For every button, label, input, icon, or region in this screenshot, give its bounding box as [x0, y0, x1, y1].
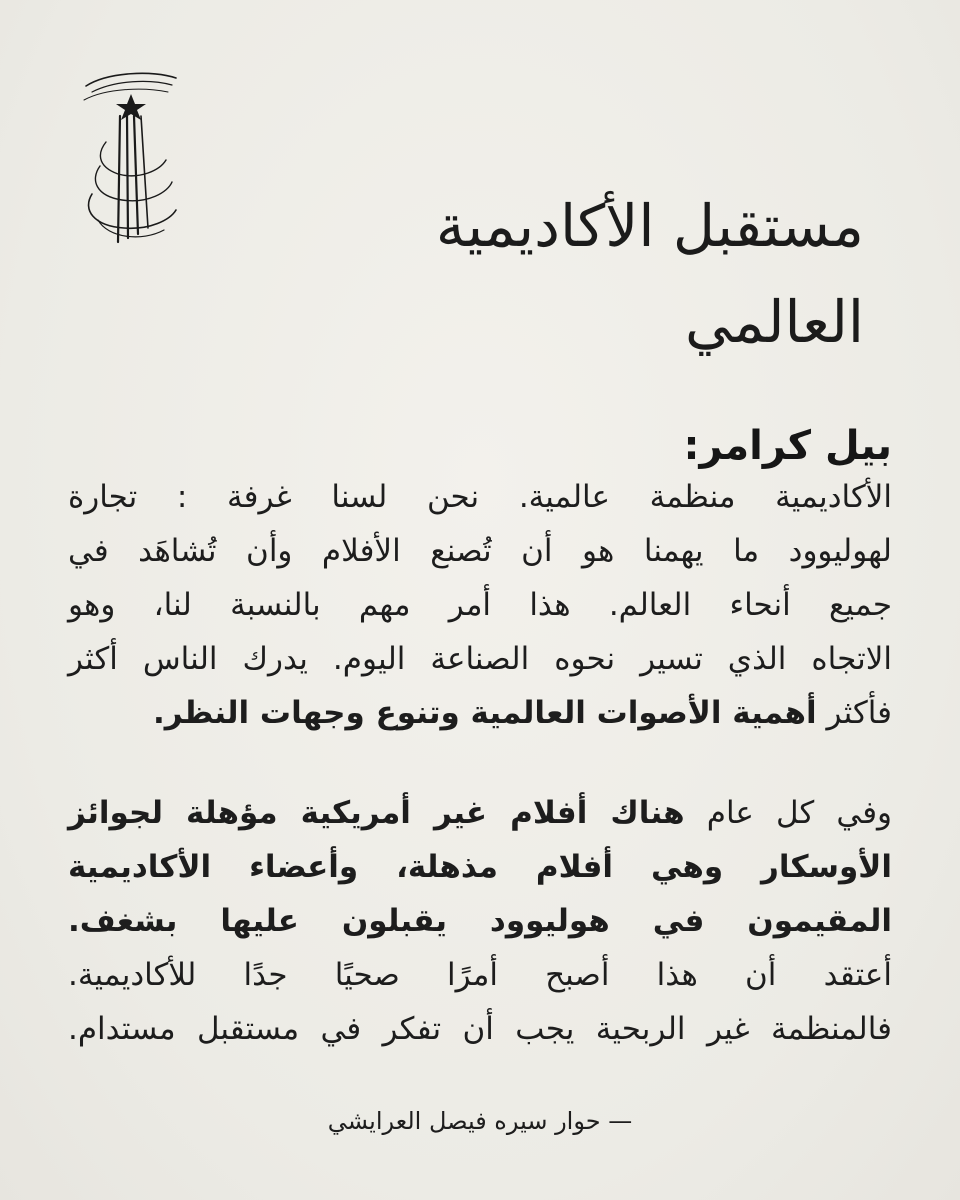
page-title — [224, 178, 864, 370]
title-line-2: العالمي — [685, 288, 864, 356]
paragraph-1-line: الأكاديمية منظمة عالمية. نحن لسنا غرفة : تجارة — [68, 479, 892, 515]
paragraph-1-bold-text: أهمية الأصوات العالمية وتنوع وجهات النظر. — [152, 695, 817, 731]
paragraph-1 — [68, 470, 892, 740]
paragraph-2 — [68, 786, 892, 1056]
paragraph-2-line: فالمنظمة غير الربحية يجب أن تفكر في مستقبل مستدام. — [68, 1011, 892, 1047]
speaker-name: بيل كرامر: — [683, 423, 892, 469]
paragraph-2-bold-text: الأوسكار وهي أفلام مذهلة، وأعضاء الأكاديمية — [68, 849, 892, 885]
paragraph-2-line — [68, 894, 892, 948]
title-line-1: مستقبل الأكاديمية — [435, 192, 864, 260]
paragraph-1-line: لهوليوود ما يهمنا هو أن تُصنع الأفلام وأن تُشاهَد في — [68, 533, 892, 569]
paragraph-2-bold-text: هناك أفلام غير أمريكية مؤهلة لجوائز — [68, 795, 685, 831]
paragraph-2-plain-text: وفي كل عام — [706, 795, 893, 831]
paragraph-1-plain-text: فأكثر — [826, 695, 892, 731]
paragraph-1-line: الاتجاه الذي تسير نحوه الصناعة اليوم. يدرك الناس أكثر — [68, 641, 892, 677]
paragraph-2-line: أعتقد أن هذا أصبح أمرًا صحيًا جدًا للأكاديمية. — [68, 957, 892, 993]
paragraph-2-bold-text: المقيمون في هوليوود يقبلون عليها بشغف. — [68, 903, 892, 939]
academy-star-logo-icon — [78, 70, 183, 250]
paragraph-2-line — [68, 840, 892, 894]
paragraph-1-line — [68, 686, 892, 740]
attribution: — حوار سيره فيصل العرايشي — [327, 1107, 633, 1135]
paragraph-1-line: جميع أنحاء العالم. هذا أمر مهم بالنسبة لنا، وهو — [68, 587, 892, 623]
paragraph-2-line — [68, 786, 892, 840]
